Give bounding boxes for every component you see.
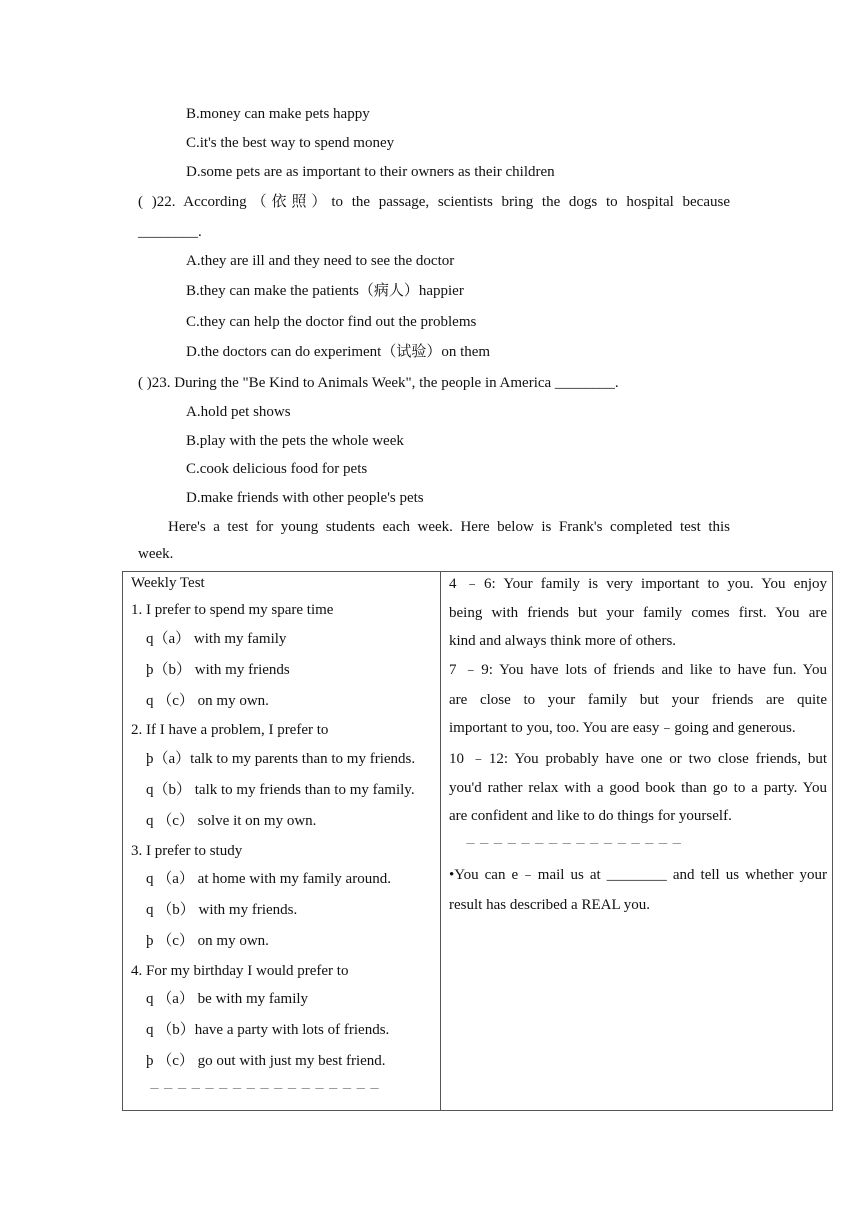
result-7-9-line-1: 7 ﹣9: You have lots of friends and like to have fun. You <box>449 662 827 678</box>
question-3: 3. I prefer to study <box>131 843 243 859</box>
result-10-12-line-2: you'd rather relax with a good book than go to a party. You <box>449 780 827 796</box>
question-2: 2. If I have a problem, I prefer to <box>131 722 329 738</box>
q22-stem: ( )22. According（依照）to the passage, scientists bring the dogs to hospital because <box>138 194 730 210</box>
q23-option-c: C.cook delicious food for pets <box>186 461 368 477</box>
result-4-6-line-3: kind and always think more of others. <box>449 633 677 649</box>
intro-line-2: week. <box>138 546 174 562</box>
q21-option-d: D.some pets are as important to their owners as their children <box>186 164 555 180</box>
q23-option-d: D.make friends with other people's pets <box>186 490 424 506</box>
result-10-12-line-1: 10 ﹣12: You probably have one or two close friends, but <box>449 751 827 767</box>
q3-option-a: q （a） at home with my family around. <box>146 871 391 887</box>
q23-option-b: B.play with the pets the whole week <box>186 433 404 449</box>
question-4: 4. For my birthday I would prefer to <box>131 963 349 979</box>
q23-stem: ( )23. During the "Be Kind to Animals Week", the people in America ________. <box>138 375 619 391</box>
q3-option-b: q （b） with my friends. <box>146 902 298 918</box>
q22-option-a: A.they are ill and they need to see the doctor <box>186 253 455 269</box>
intro-line-1: Here's a test for young students each week. Here below is Frank's completed test this <box>168 519 730 535</box>
email-line-1: •You can e﹣mail us at ________ and tell us whether your <box>449 867 827 883</box>
q1-option-c: q （c） on my own. <box>146 693 269 709</box>
q21-option-c: C.it's the best way to spend money <box>186 135 395 151</box>
right-dash-separator: － － － － － － － － － － － － － － － － <box>465 838 683 850</box>
table-divider <box>440 572 441 1110</box>
left-dash-separator: － － － － － － － － － － － － － － － － － <box>149 1083 380 1095</box>
q2-option-a: þ（a）talk to my parents than to my friends. <box>146 751 416 767</box>
q22-blank: ________. <box>138 224 202 240</box>
q1-option-b: þ（b） with my friends <box>146 662 290 678</box>
weekly-test-table <box>122 571 833 1111</box>
result-10-12-line-3: are confident and like to do things for yourself. <box>449 808 732 824</box>
q4-option-a: q （a） be with my family <box>146 991 309 1007</box>
question-1: 1. I prefer to spend my spare time <box>131 602 334 618</box>
q3-option-c: þ （c） on my own. <box>146 933 269 949</box>
result-7-9-line-2: are close to your family but your friends are quite <box>449 692 827 708</box>
q2-option-b: q（b） talk to my friends than to my family. <box>146 782 415 798</box>
q21-option-b: B.money can make pets happy <box>186 106 370 122</box>
q22-option-b: B.they can make the patients（病人）happier <box>186 283 464 299</box>
q22-option-c: C.they can help the doctor find out the problems <box>186 314 477 330</box>
q4-option-b: q （b）have a party with lots of friends. <box>146 1022 390 1038</box>
email-line-2: result has described a REAL you. <box>449 897 651 913</box>
q23-option-a: A.hold pet shows <box>186 404 291 420</box>
q1-option-a: q（a） with my family <box>146 631 287 647</box>
q2-option-c: q （c） solve it on my own. <box>146 813 317 829</box>
result-7-9-line-3: important to you, too. You are easy﹣going and generous. <box>449 720 796 736</box>
test-title: Weekly Test <box>131 575 205 591</box>
q4-option-c: þ （c） go out with just my best friend. <box>146 1053 386 1069</box>
q22-option-d: D.the doctors can do experiment（试验）on them <box>186 344 491 360</box>
result-4-6-line-2: being with friends but your family comes first. You are <box>449 605 827 621</box>
result-4-6-line-1: 4 ﹣6: Your family is very important to you. You enjoy <box>449 576 827 592</box>
